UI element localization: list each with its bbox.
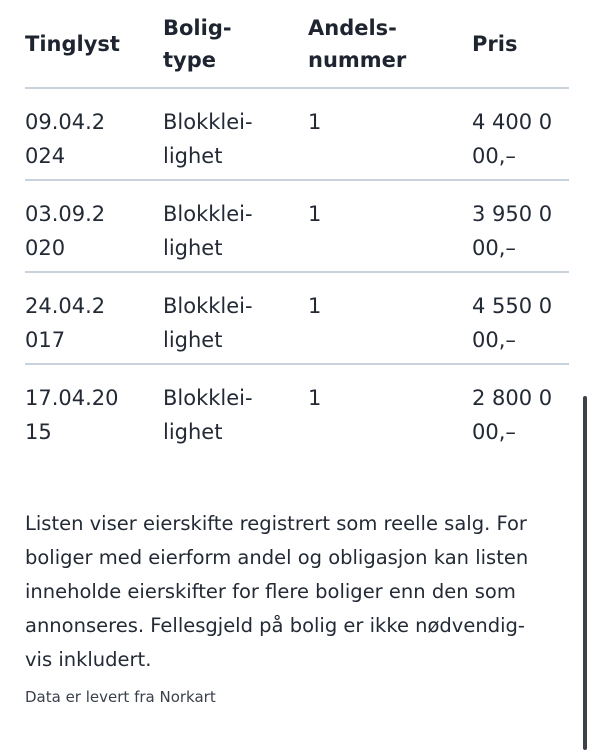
header-pris-text: Pris [472, 31, 518, 56]
table-row [25, 181, 569, 273]
cell-date-line-2: 15 [25, 420, 52, 444]
cell-date-line-2: 017 [25, 328, 66, 352]
header-boligtype-line-1: Bolig- [163, 15, 232, 40]
cell-date-line-1: 03.09.2 [25, 202, 106, 226]
header-boligtype [163, 12, 308, 76]
disclaimer-line: vis inkludert. [25, 648, 152, 671]
header-andelsnummer [308, 12, 472, 76]
cell-price-line-1: 2 800 0 [472, 386, 553, 410]
cell-date-line-2: 024 [25, 144, 66, 168]
disclaimer-text [25, 507, 565, 677]
cell-price-line-2: 00,– [472, 236, 516, 260]
cell-price-line-2: 00,– [472, 328, 516, 352]
cell-date-line-1: 17.04.20 [25, 386, 119, 410]
cell-price-line-2: 00,– [472, 144, 516, 168]
cell-date-line-1: 24.04.2 [25, 294, 106, 318]
header-andelsnummer-line-1: Andels- [308, 15, 397, 40]
cell-date-line-2: 020 [25, 236, 66, 260]
header-boligtype-line-2: type [163, 47, 217, 72]
cell-number: 1 [308, 386, 322, 410]
cell-price-line-2: 00,– [472, 420, 516, 444]
cell-price [472, 105, 569, 173]
cell-number: 1 [308, 294, 322, 318]
table-row [25, 89, 569, 181]
cell-price [472, 197, 569, 265]
cell-price [472, 289, 569, 357]
cell-type [163, 197, 308, 265]
header-andelsnummer-line-2: nummer [308, 47, 407, 72]
cell-type-line-2: lighet [163, 236, 223, 260]
disclaimer-line: annonseres. Fellesgjeld på bolig er ikke nødvendig- [25, 614, 525, 637]
vertical-scrollbar[interactable] [583, 396, 587, 750]
cell-date [25, 381, 163, 449]
cell-type-line-1: Blokklei- [163, 294, 253, 318]
cell-price-line-1: 4 400 0 [472, 110, 553, 134]
cell-date-line-1: 09.04.2 [25, 110, 106, 134]
cell-date [25, 105, 163, 173]
cell-number: 1 [308, 110, 322, 134]
cell-type-line-2: lighet [163, 420, 223, 444]
table-row [25, 365, 569, 457]
cell-type-line-1: Blokklei- [163, 202, 253, 226]
data-source-credit: Data er levert fra Norkart [25, 688, 216, 706]
ownership-history-table [25, 0, 569, 457]
disclaimer-line: Listen viser eierskifte registrert som reelle salg. For [25, 512, 527, 535]
cell-number: 1 [308, 202, 322, 226]
cell-type-line-2: lighet [163, 144, 223, 168]
disclaimer-line: boliger med eierform andel og obligasjon kan listen [25, 546, 529, 569]
header-pris [472, 28, 569, 60]
cell-price-line-1: 3 950 0 [472, 202, 553, 226]
table-row [25, 273, 569, 365]
cell-type-line-1: Blokklei- [163, 110, 253, 134]
cell-type-line-1: Blokklei- [163, 386, 253, 410]
cell-type [163, 289, 308, 357]
header-tinglyst-text: Tinglyst [25, 31, 120, 56]
cell-type [163, 105, 308, 173]
table-header-row [25, 0, 569, 89]
cell-price-line-1: 4 550 0 [472, 294, 553, 318]
cell-price [472, 381, 569, 449]
cell-type-line-2: lighet [163, 328, 223, 352]
cell-type [163, 381, 308, 449]
disclaimer-line: inneholde eierskifter for flere boliger enn den som [25, 580, 516, 603]
cell-date [25, 289, 163, 357]
cell-date [25, 197, 163, 265]
header-tinglyst [25, 28, 163, 60]
